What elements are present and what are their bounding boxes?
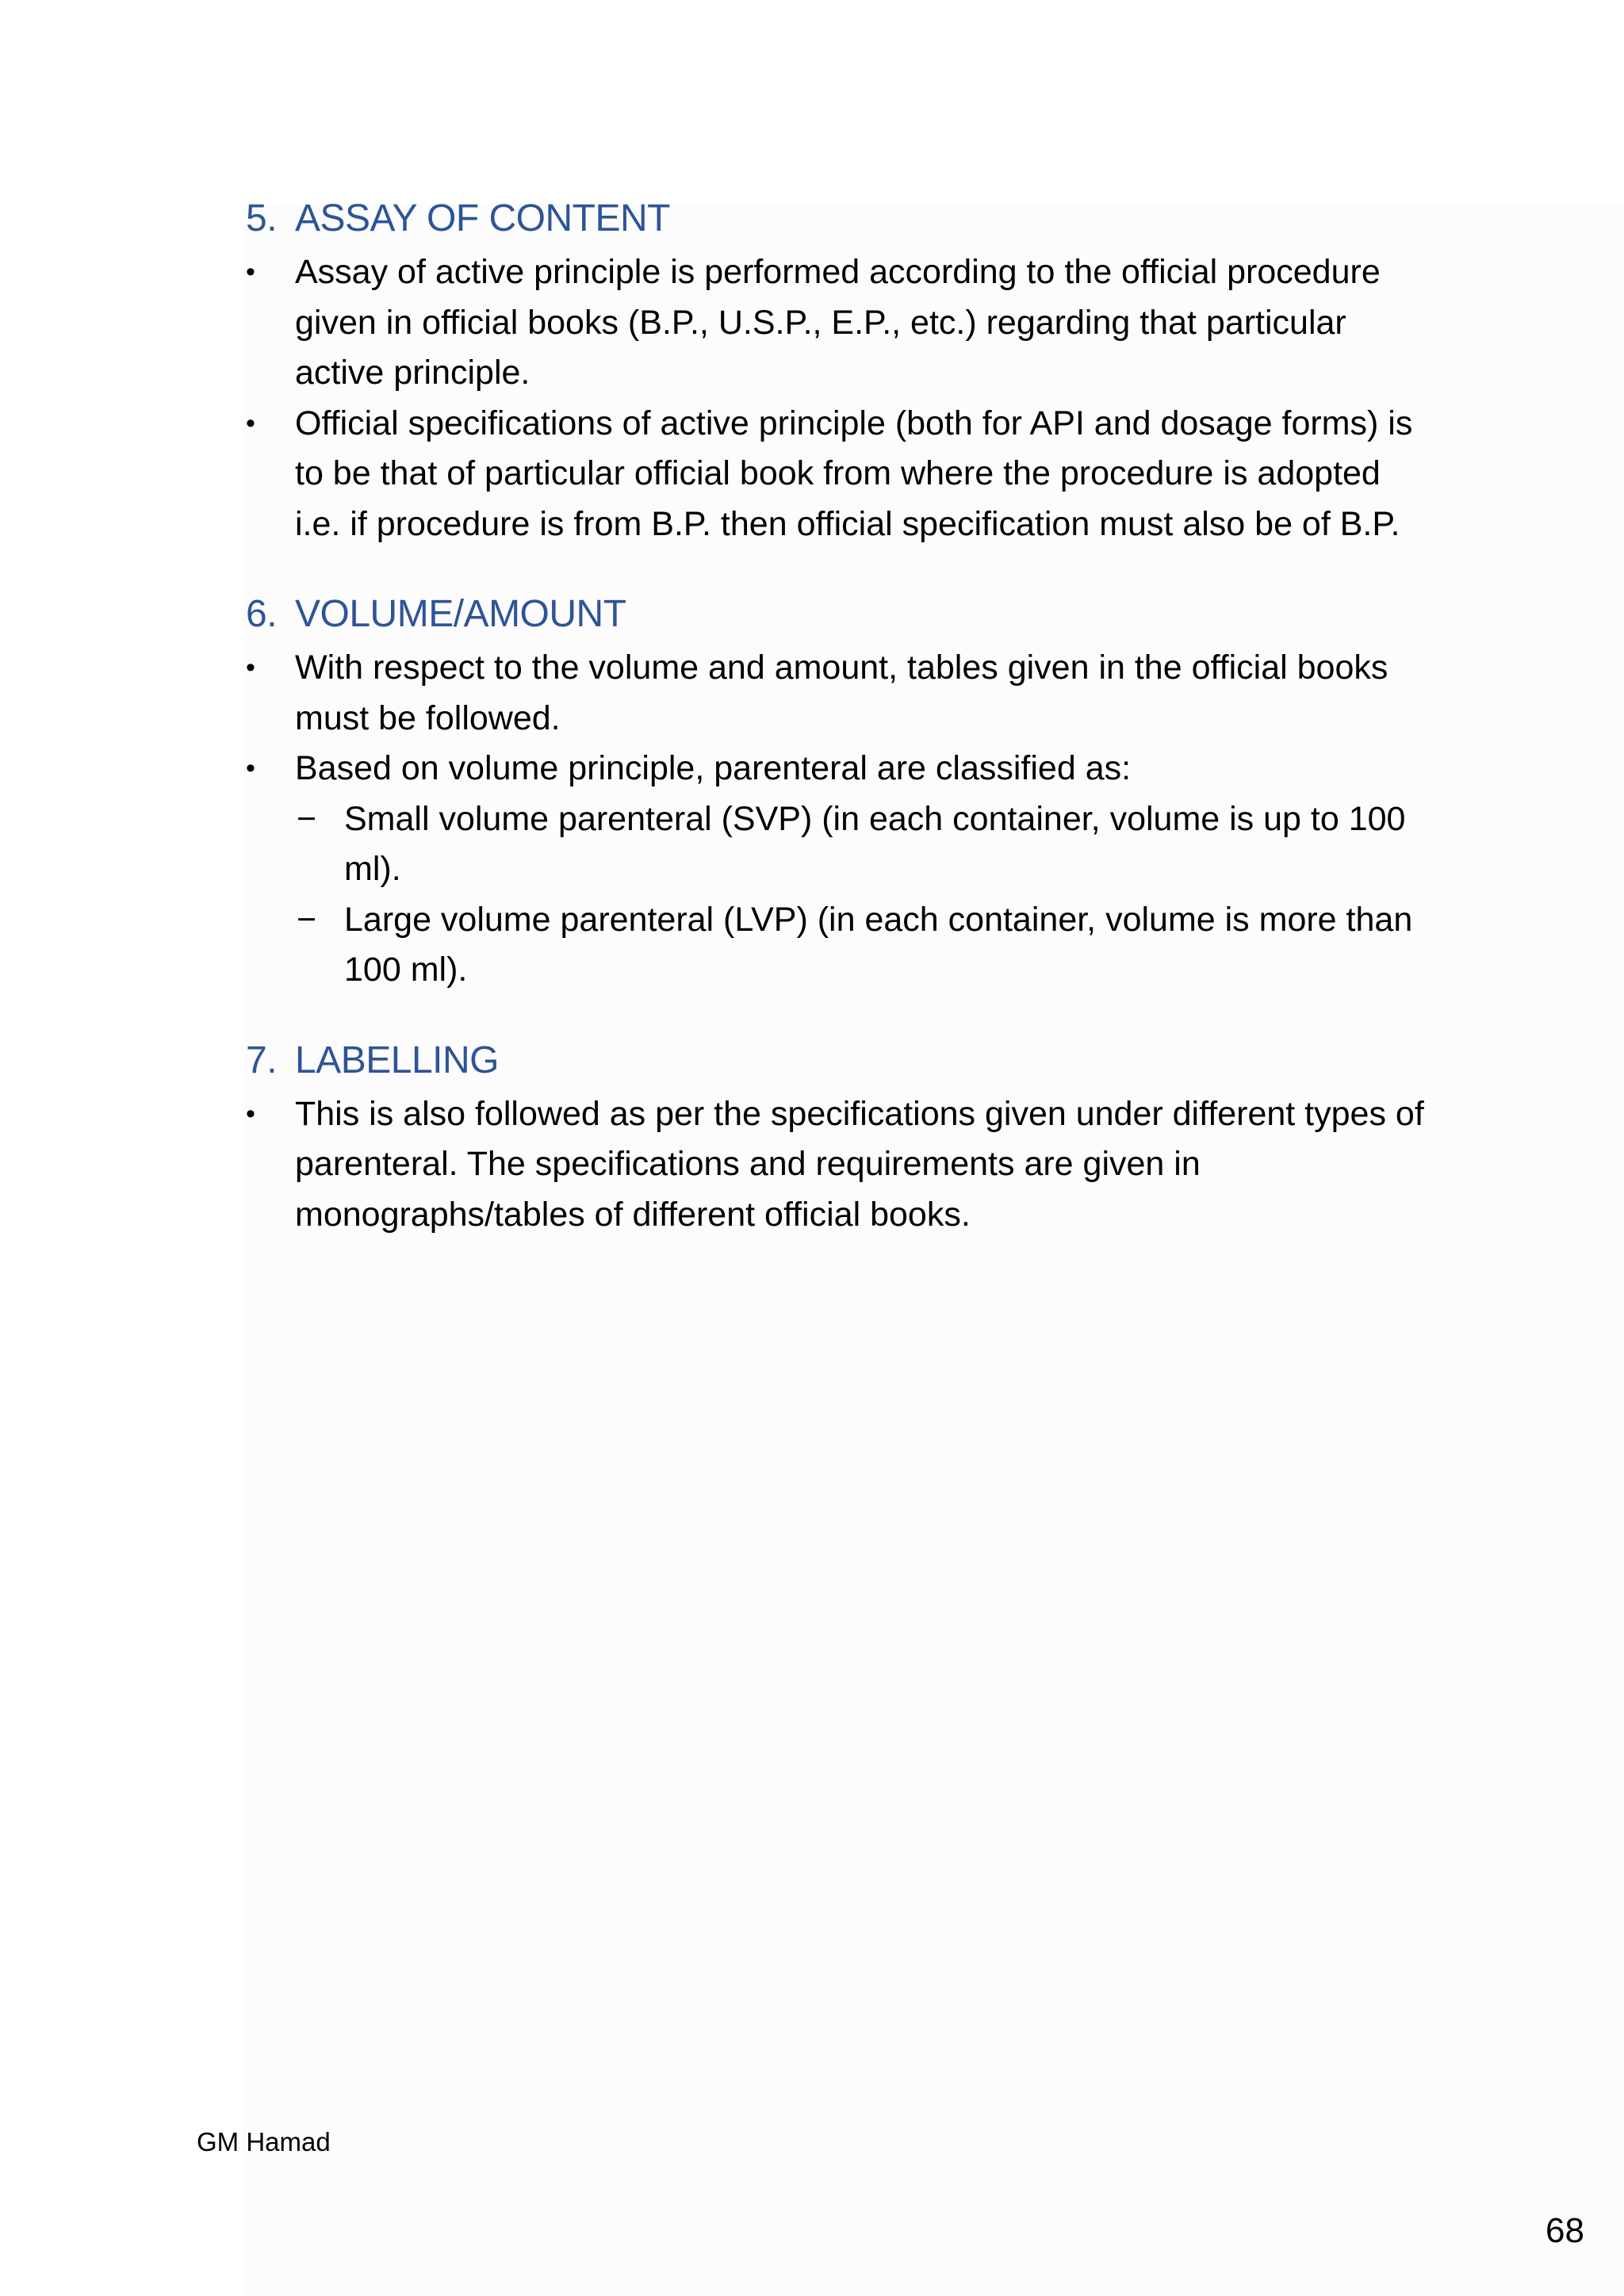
bullet-list bbox=[246, 247, 1435, 549]
section-heading bbox=[246, 586, 1435, 643]
bullet-list bbox=[246, 643, 1435, 794]
sub-list bbox=[246, 794, 1435, 996]
bullet-text: Official specifications of active principle (both for API and dosage forms) is to be that of particular official book from where the procedure is adopted i.e. if procedure is from B.P. then official specification must also be of B.P. bbox=[295, 404, 1413, 543]
bullet-icon: • bbox=[246, 1098, 255, 1129]
dash-icon: − bbox=[297, 900, 317, 939]
bullet-text: Assay of active principle is performed according to the official procedure given in official books (B.P., U.S.P., E.P., etc.) regarding that particular active principle. bbox=[295, 253, 1381, 392]
document-body bbox=[246, 190, 1435, 1276]
section-number: 6. bbox=[246, 593, 278, 635]
bullet-text: This is also followed as per the specifications given under different types of parenteral. The specifications and requirements are given in monographs/tables of different official books. bbox=[295, 1094, 1424, 1234]
bullet-icon: • bbox=[246, 753, 255, 783]
dash-icon: − bbox=[297, 799, 317, 838]
bullet-icon: • bbox=[246, 652, 255, 683]
sub-item bbox=[297, 895, 1435, 996]
section-volume-amount bbox=[246, 586, 1435, 996]
bullet-item bbox=[246, 1089, 1435, 1241]
bullet-text: With respect to the volume and amount, tables given in the official books must be followed. bbox=[295, 649, 1388, 737]
footer-author: GM Hamad bbox=[197, 2127, 331, 2156]
bullet-icon: • bbox=[246, 408, 255, 438]
bullet-item bbox=[246, 744, 1435, 794]
section-number: 5. bbox=[246, 197, 278, 239]
bullet-icon: • bbox=[246, 257, 255, 287]
sub-item-text: Small volume parenteral (SVP) (in each container, volume is up to 100 ml). bbox=[344, 799, 1406, 888]
bullet-list bbox=[246, 1089, 1435, 1241]
section-labelling bbox=[246, 1032, 1435, 1241]
section-title: VOLUME/AMOUNT bbox=[295, 593, 626, 635]
section-assay-of-content bbox=[246, 190, 1435, 549]
section-title: ASSAY OF CONTENT bbox=[295, 197, 670, 239]
bullet-item bbox=[246, 643, 1435, 744]
section-heading bbox=[246, 190, 1435, 247]
bullet-item bbox=[246, 399, 1435, 550]
page-number: 68 bbox=[1545, 2211, 1584, 2250]
section-heading bbox=[246, 1032, 1435, 1089]
section-title: LABELLING bbox=[295, 1039, 499, 1081]
bullet-text: Based on volume principle, parenteral are classified as: bbox=[295, 749, 1132, 787]
sub-item bbox=[297, 794, 1435, 895]
sub-item-text: Large volume parenteral (LVP) (in each container, volume is more than 100 ml). bbox=[344, 900, 1413, 989]
bullet-item bbox=[246, 247, 1435, 399]
section-number: 7. bbox=[246, 1039, 278, 1081]
